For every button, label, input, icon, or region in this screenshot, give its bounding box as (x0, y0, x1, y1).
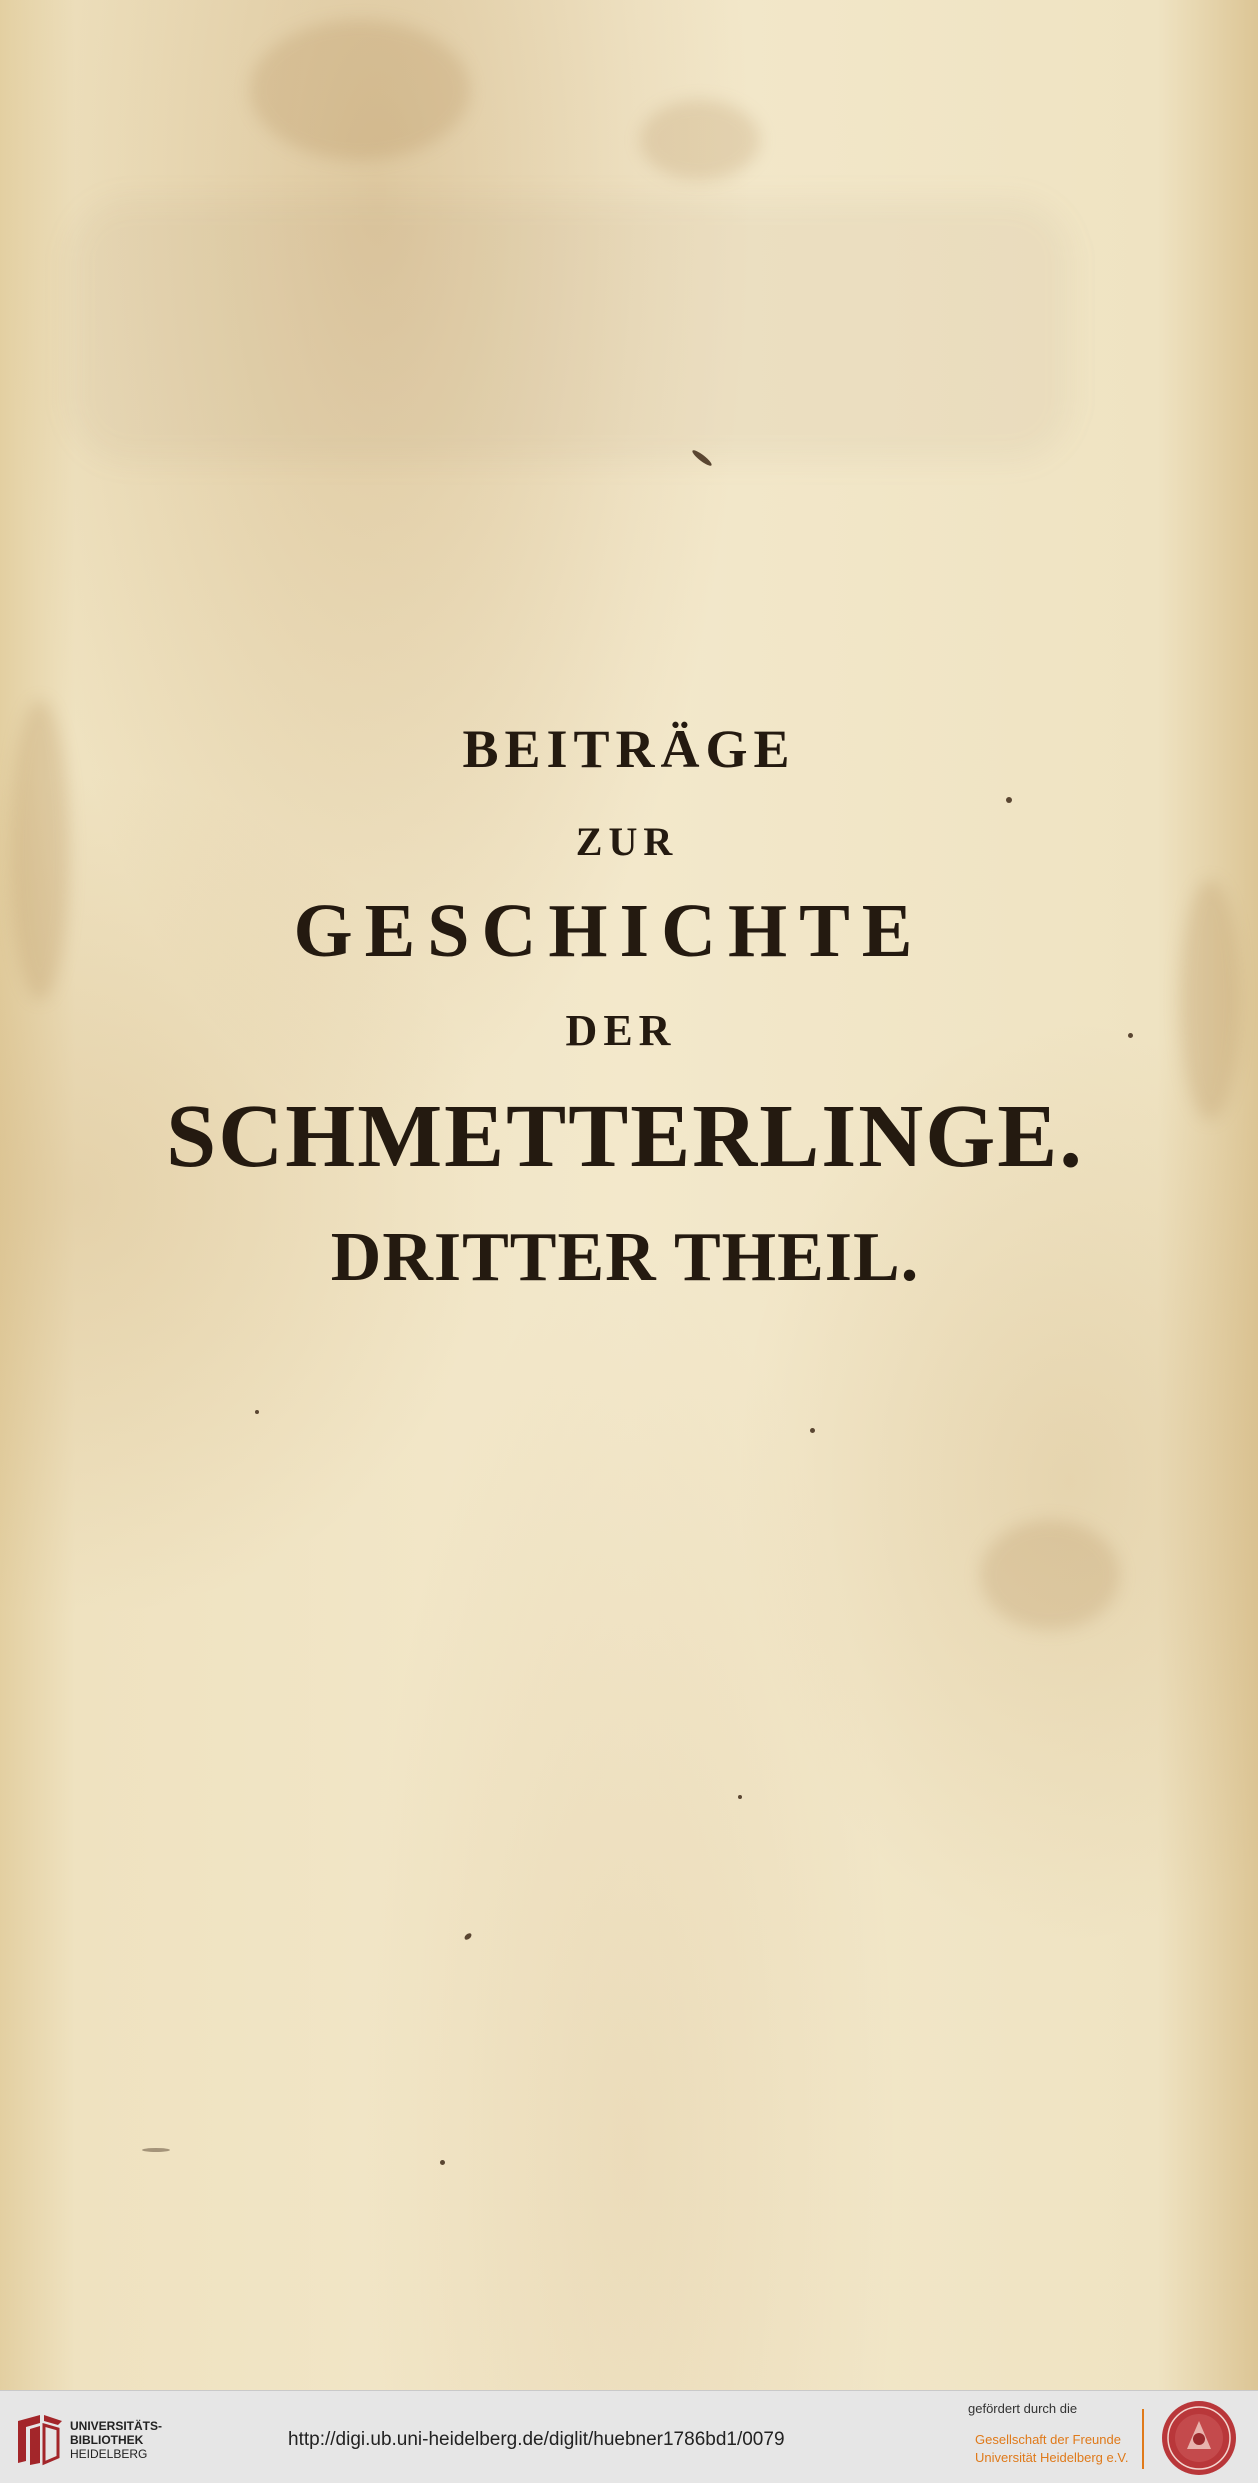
speck (1006, 797, 1012, 803)
speck (738, 1795, 742, 1799)
society-name (975, 2431, 1128, 2467)
title-line-schmetterlinge: SCHMETTERLINGE. (166, 1087, 1084, 1186)
speck (142, 2148, 170, 2152)
speck (463, 1932, 472, 1941)
title-line-beitraege: BEITRÄGE (462, 719, 796, 779)
title-line-geschichte: GESCHICHTE (293, 889, 925, 973)
footer-divider (1142, 2409, 1144, 2469)
society-name-line2: Universität Heidelberg e.V. (975, 2450, 1129, 2465)
title-line-der: DER (565, 1006, 677, 1055)
library-name (70, 2419, 162, 2461)
speck (440, 2160, 445, 2165)
society-name-line1: Gesellschaft der Freunde (975, 2432, 1121, 2447)
university-seal-icon (1160, 2399, 1238, 2477)
speck (810, 1428, 815, 1433)
permalink-url[interactable]: http://digi.ub.uni-heidelberg.de/diglit/huebner1786bd1/0079 (288, 2429, 785, 2450)
ub-heidelberg-logo-icon (14, 2411, 66, 2467)
library-name-line2: BIBLIOTHEK (70, 2433, 144, 2447)
library-name-line1: UNIVERSITÄTS- (70, 2419, 163, 2433)
library-name-line3: HEIDELBERG (70, 2447, 148, 2461)
show-through-shadow (70, 200, 1070, 460)
stain (640, 100, 760, 180)
footer-bar (0, 2390, 1258, 2483)
title-line-dritter-theil: DRITTER THEIL. (330, 1219, 920, 1296)
stain (250, 20, 470, 160)
speck (255, 1410, 259, 1414)
funded-by-label: gefördert durch die (968, 2401, 1078, 2416)
stain (980, 1520, 1120, 1630)
title-line-zur: ZUR (575, 819, 679, 864)
